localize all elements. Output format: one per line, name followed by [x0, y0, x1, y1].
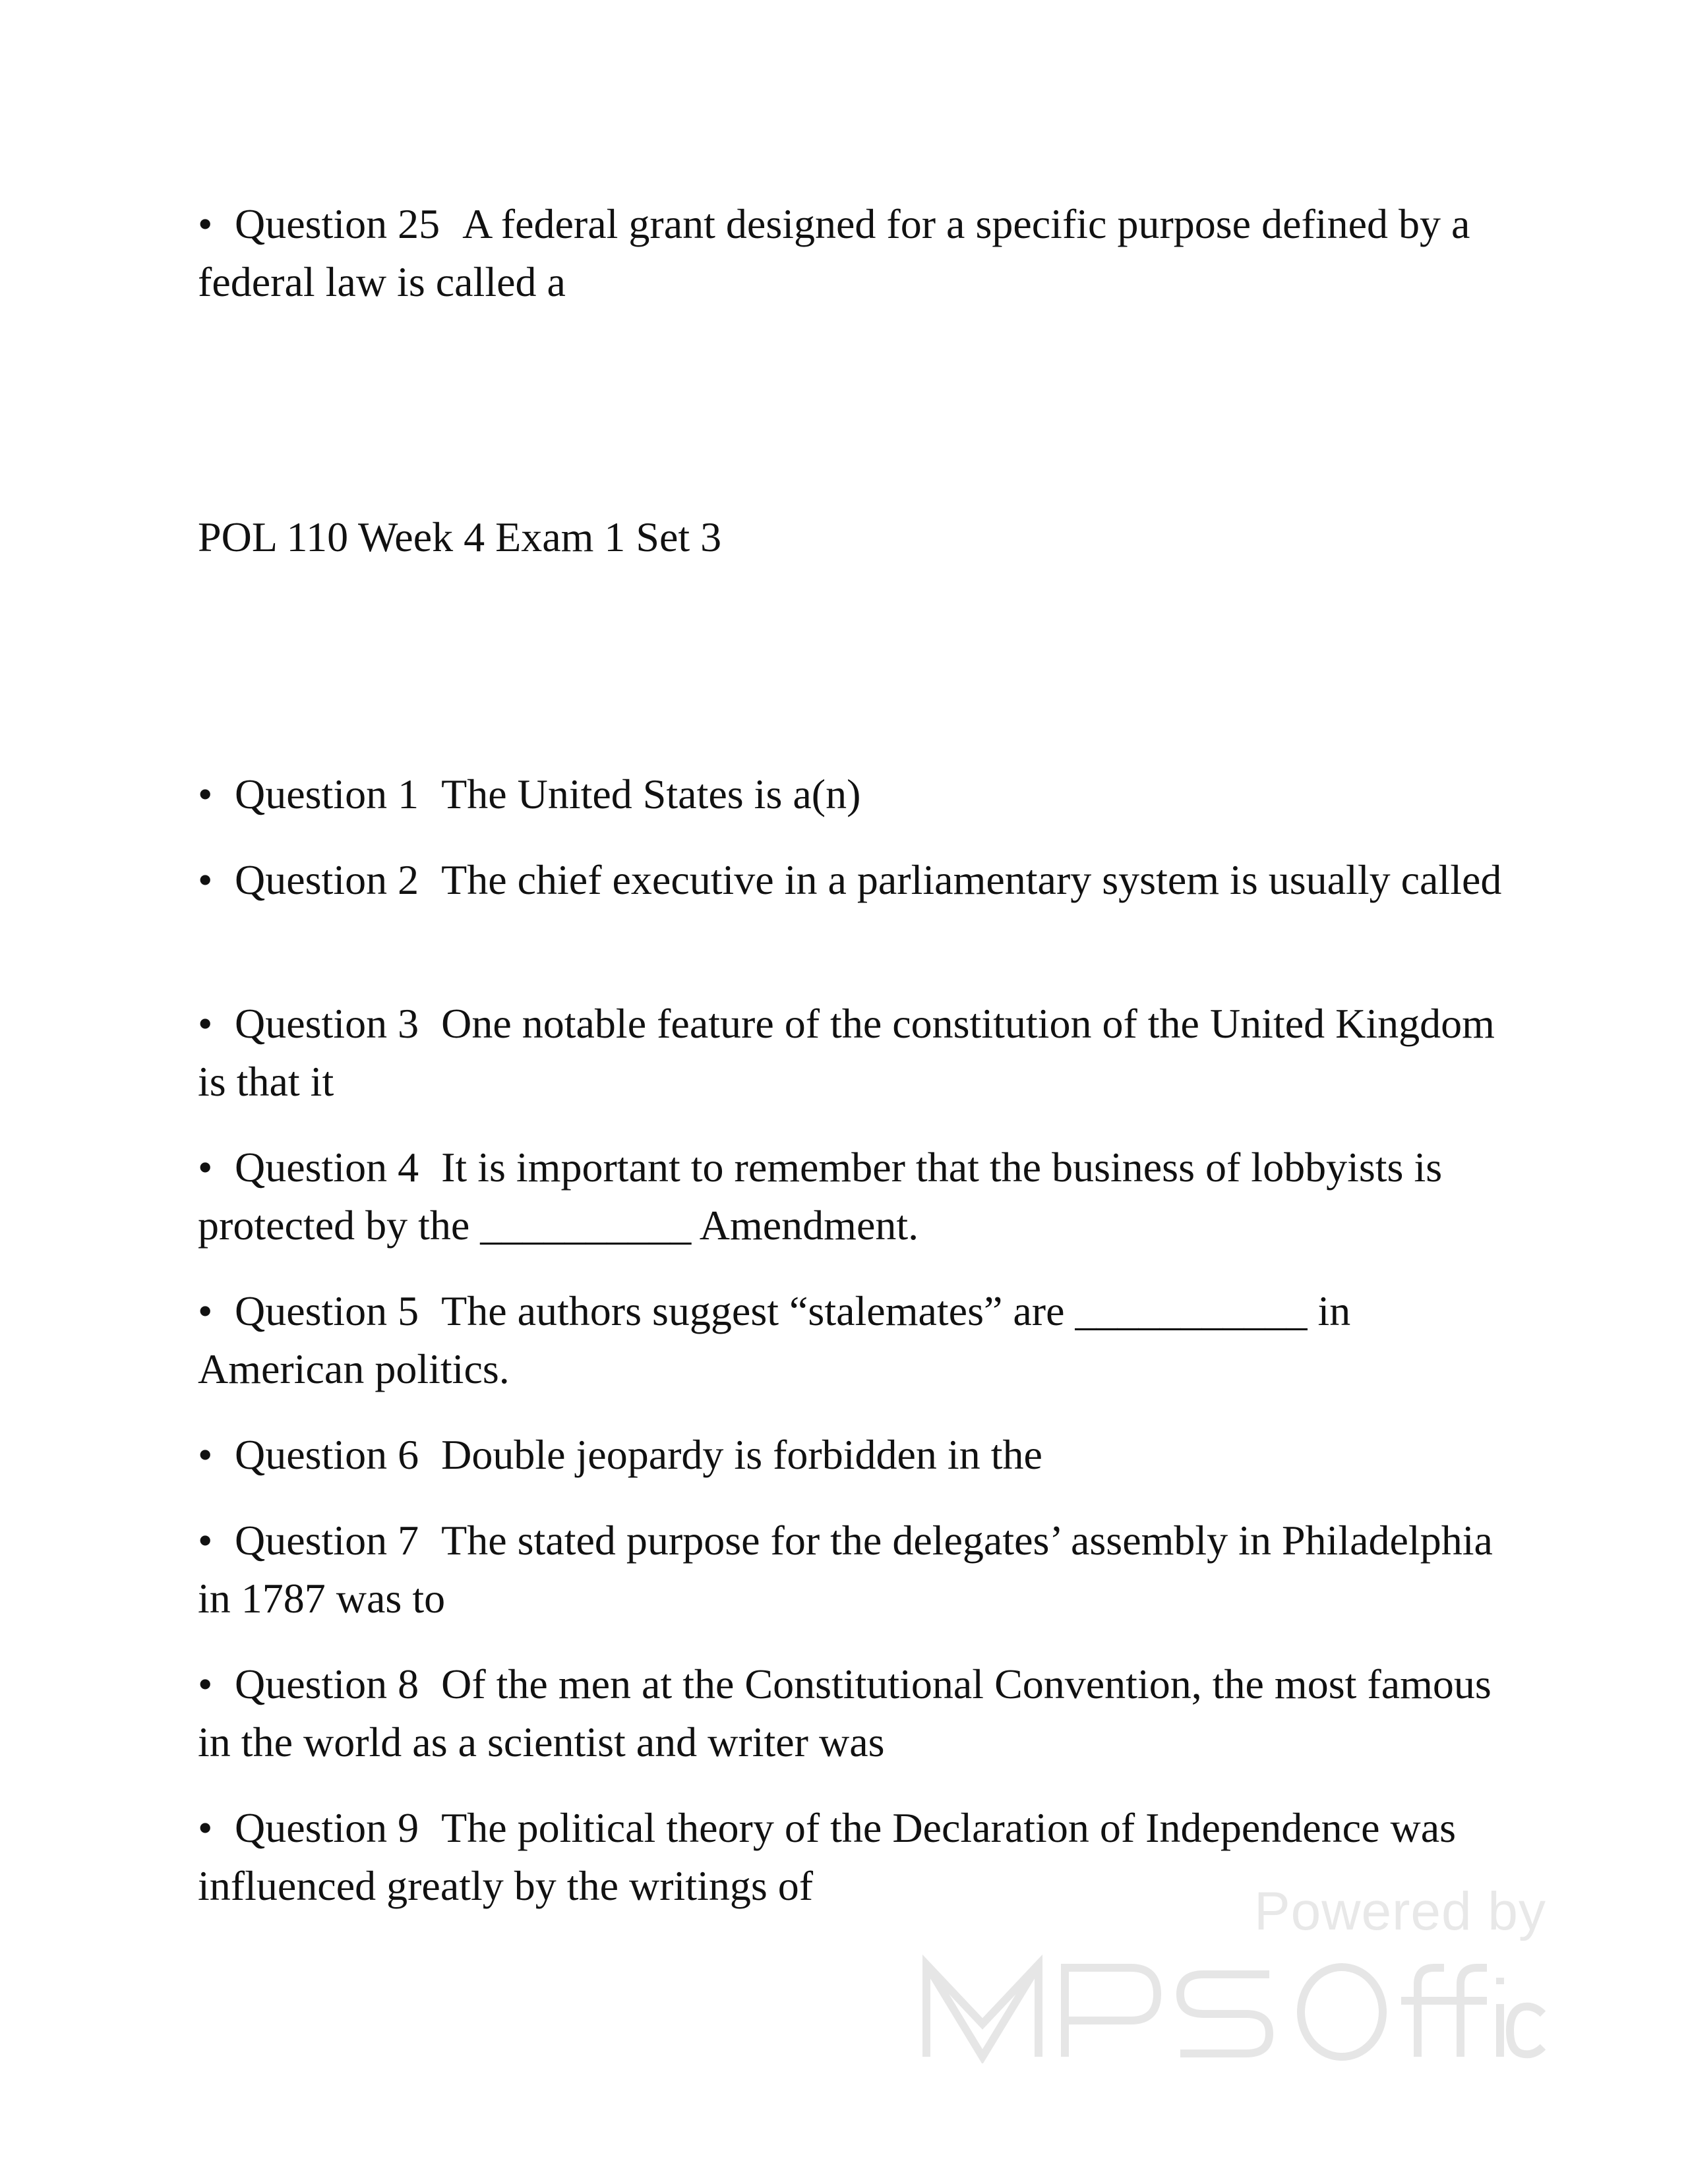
question-4 [198, 1138, 1510, 1254]
question-text: Double jeopardy is forbidden in the [441, 1431, 1042, 1478]
question-2 [198, 851, 1510, 909]
question-5 [198, 1282, 1510, 1398]
question-label: Question 7 [235, 1517, 419, 1564]
question-6 [198, 1426, 1510, 1484]
question-text: The stated purpose for the delegates’ assembly in Philadelphia in 1787 was to [198, 1517, 1493, 1622]
question-1 [198, 765, 1510, 823]
question-label: Question 5 [235, 1287, 419, 1334]
question-3 [198, 995, 1510, 1111]
bullet: • [198, 1804, 213, 1851]
bullet: • [198, 1661, 213, 1707]
bullet: • [198, 1431, 213, 1478]
wps-office-watermark [920, 1879, 1546, 2063]
bullet: • [198, 1000, 213, 1047]
question-label: Question 8 [235, 1661, 419, 1707]
question-text: The political theory of the Declaration of Independence was influenced greatly by the writings of [198, 1804, 1456, 1909]
question-text: Of the men at the Constitutional Convention, the most famous in the world as a scientist and writer was [198, 1661, 1492, 1765]
question-25 [198, 195, 1510, 311]
question-label: Question 4 [235, 1144, 419, 1191]
question-text: The authors suggest “stalemates” are ___________ in American politics. [198, 1287, 1351, 1392]
question-label: Question 1 [235, 771, 419, 817]
bullet: • [198, 1287, 213, 1334]
question-label: Question 3 [235, 1000, 419, 1047]
bullet: • [198, 200, 213, 247]
question-text: The United States is a(n) [441, 771, 861, 817]
question-label: Question 2 [235, 856, 419, 903]
question-label: Question 6 [235, 1431, 419, 1478]
bullet: • [198, 856, 213, 903]
question-text: The chief executive in a parliamentary system is usually called [441, 856, 1502, 903]
question-label: Question 25 [235, 200, 440, 247]
bullet: • [198, 1517, 213, 1564]
bullet: • [198, 1144, 213, 1191]
wps-office-logo-icon [920, 1951, 1546, 2063]
question-text: One notable feature of the constitution of the United Kingdom is that it [198, 1000, 1495, 1105]
bullet: • [198, 771, 213, 817]
question-7 [198, 1512, 1510, 1628]
question-text: A federal grant designed for a specific purpose defined by a federal law is called a [198, 200, 1470, 305]
question-8 [198, 1655, 1510, 1771]
watermark-powered-by: Powered by [1253, 1881, 1546, 1941]
section-title: POL 110 Week 4 Exam 1 Set 3 [198, 514, 722, 560]
question-label: Question 9 [235, 1804, 419, 1851]
question-text: It is important to remember that the business of lobbyists is protected by the __________ Amendment. [198, 1144, 1443, 1249]
